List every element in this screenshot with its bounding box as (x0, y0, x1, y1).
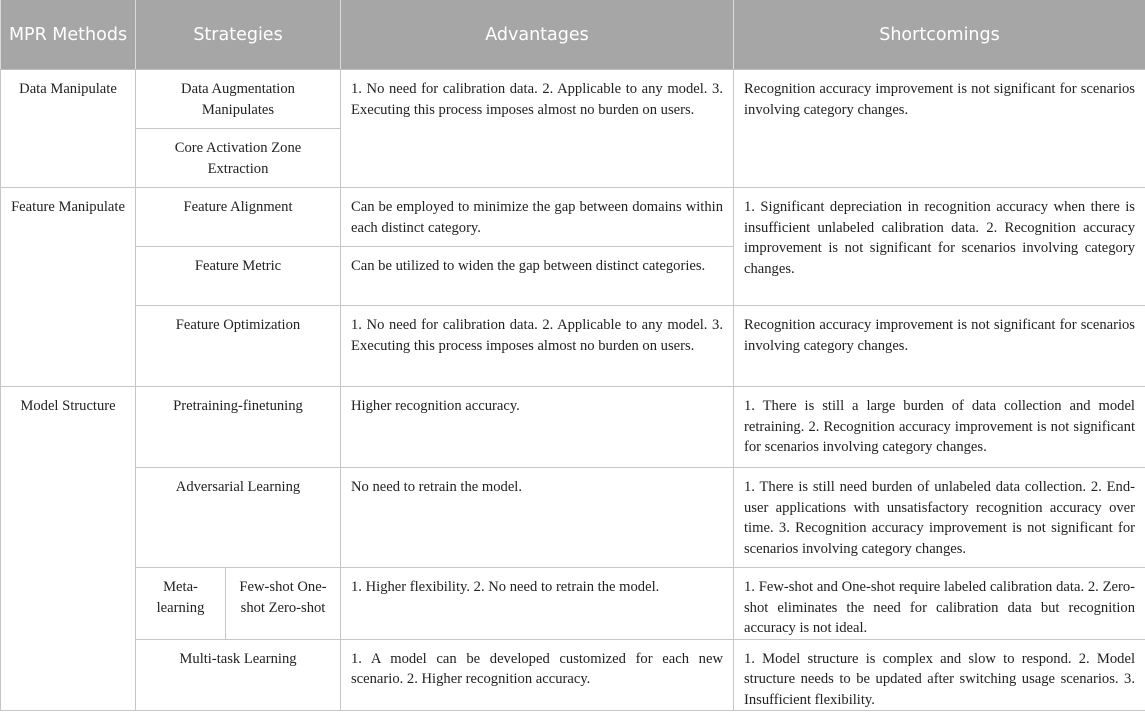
strategy-feature-optimization: Feature Optimization (136, 306, 341, 387)
table-row (1, 387, 1145, 468)
table-row (1, 70, 1145, 129)
advantages-adversarial: No need to retrain the model. (341, 468, 734, 568)
header-strategies: Strategies (136, 0, 341, 70)
shortcomings-feature-align-metric: 1. Significant depreciation in recognition accuracy when there is insufficient unlabeled calibration data. 2. Recognition accuracy improvement is not significant for scenarios involving category changes. (734, 188, 1145, 306)
method-feature-manipulate: Feature Manipulate (1, 188, 136, 387)
header-shortcomings: Shortcomings (734, 0, 1145, 70)
method-model-structure: Model Structure (1, 387, 136, 711)
strategy-pretraining: Pretraining-finetuning (136, 387, 341, 468)
table-row (1, 639, 1145, 711)
advantages-multitask: 1. A model can be developed customized for each new scenario. 2. Higher recognition accuracy. (341, 639, 734, 711)
header-row (1, 0, 1145, 70)
shortcomings-meta-learning: 1. Few-shot and One-shot require labeled calibration data. 2. Zero-shot eliminates the need for calibration data but recognition accuracy is not ideal. (734, 568, 1145, 640)
shortcomings-data-manipulate: Recognition accuracy improvement is not significant for scenarios involving category changes. (734, 70, 1145, 188)
strategy-feature-alignment: Feature Alignment (136, 188, 341, 247)
header-advantages: Advantages (341, 0, 734, 70)
shortcomings-adversarial: 1. There is still need burden of unlabeled data collection. 2. End-user applications with unsatisfactory recognition accuracy over time. 3. Recognition accuracy improvement is not significant for scenarios involving category changes. (734, 468, 1145, 568)
advantages-meta-learning: 1. Higher flexibility. 2. No need to retrain the model. (341, 568, 734, 640)
header-mpr-methods: MPR Methods (1, 0, 136, 70)
strategy-meta-sub-types: Few-shot One-shot Zero-shot (226, 568, 341, 640)
strategy-data-augmentation: Data Augmentation Manipulates (136, 70, 341, 129)
advantages-feature-alignment: Can be employed to minimize the gap between domains within each distinct category. (341, 188, 734, 247)
strategy-multitask: Multi-task Learning (136, 639, 341, 711)
shortcomings-multitask: 1. Model structure is complex and slow to respond. 2. Model structure needs to be updated after switching usage scenarios. 3. Insufficient flexibility. (734, 639, 1145, 711)
method-data-manipulate: Data Manipulate (1, 70, 136, 188)
strategy-core-activation: Core Activation Zone Extraction (136, 129, 341, 188)
advantages-pretraining: Higher recognition accuracy. (341, 387, 734, 468)
advantages-data-manipulate: 1. No need for calibration data. 2. Applicable to any model. 3. Executing this process imposes almost no burden on users. (341, 70, 734, 188)
strategy-adversarial: Adversarial Learning (136, 468, 341, 568)
shortcomings-feature-optimization: Recognition accuracy improvement is not significant for scenarios involving category changes. (734, 306, 1145, 387)
advantages-feature-optimization: 1. No need for calibration data. 2. Applicable to any model. 3. Executing this process imposes almost no burden on users. (341, 306, 734, 387)
table-row (1, 568, 1145, 640)
table-row (1, 188, 1145, 247)
strategy-feature-metric: Feature Metric (136, 247, 341, 306)
table-row (1, 306, 1145, 387)
shortcomings-pretraining: 1. There is still a large burden of data collection and model retraining. 2. Recognition accuracy improvement is not significant for scenarios involving category changes. (734, 387, 1145, 468)
strategy-meta-learning: Meta-learning (136, 568, 226, 640)
advantages-feature-metric: Can be utilized to widen the gap between distinct categories. (341, 247, 734, 306)
table-row (1, 468, 1145, 568)
